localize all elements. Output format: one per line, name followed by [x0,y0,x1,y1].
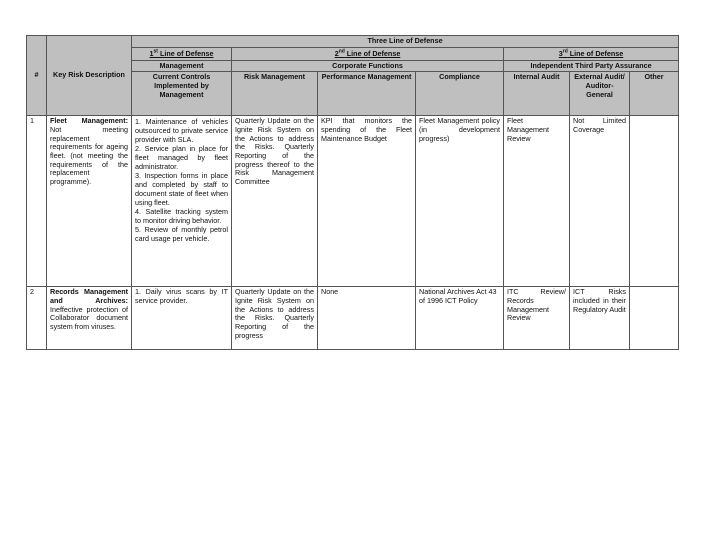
col-header-internal-audit: Internal Audit [504,72,570,116]
control-item: 1. Daily virus scans by IT service provider. [135,287,228,305]
col-header-key-risk: Key Risk Description [47,36,132,116]
row-number: 1 [27,116,47,287]
super-header-three-lines: Three Line of Defense [132,36,679,48]
table-row [27,287,679,350]
key-risk-cell [47,116,132,287]
risk-management-cell: Quarterly Update on the Ignite Risk System on the Actions to address the Risks. Quarterly Reporting of the progress thereof to the Risk Management Committee [232,116,318,287]
col-header-other: Other [630,72,679,116]
key-risk-cell [47,287,132,350]
col-header-current-controls: Current Controls Implemented by Management [132,72,232,116]
line2-header: 2nd Line of Defense [232,47,504,60]
risk-description: Not meeting replacement requirements for ageing fleet. (not meeting the requirements of the replacement programme). [50,124,128,186]
compliance-cell: National Archives Act 43 of 1996 ICT Policy [416,287,504,350]
three-lines-of-defense-table [26,35,679,350]
risk-title: Records Management and Archives: [50,287,128,305]
col-header-external-audit: External Audit/ Auditor-General [570,72,630,116]
row-number: 2 [27,287,47,350]
control-item: 2. Service plan in place for fleet managed by fleet administrator. [135,144,228,172]
external-audit-cell: ICT Risks included in their Regulatory Audit [570,287,630,350]
other-cell [630,287,679,350]
performance-management-cell: None [318,287,416,350]
line1-header: 1st Line of Defense [132,47,232,60]
controls-cell [132,287,232,350]
external-audit-cell: Not Limited Coverage [570,116,630,287]
risk-management-cell: Quarterly Update on the Ignite Risk System on the Actions to address the Risks. Quarterly Reporting of the progress [232,287,318,350]
compliance-cell: Fleet Management policy (in development progress) [416,116,504,287]
line2-area: Corporate Functions [232,60,504,72]
control-item: 5. Review of monthly petrol card usage per vehicle. [135,225,228,244]
control-item: 4. Satellite tracking system to monitor driving behavior. [135,207,228,226]
line3-area: Independent Third Party Assurance [504,60,679,72]
performance-management-cell: KPI that monitors the spending of the Fleet Maintenance Budget [318,116,416,287]
col-header-performance-management: Performance Management [318,72,416,116]
line3-header: 3rd Line of Defense [504,47,679,60]
internal-audit-cell: ITC Review/ Records Management Review [504,287,570,350]
line1-area: Management [132,60,232,72]
control-item: 3. Inspection forms in place and completed by staff to document state of fleet when using fleet. [135,171,228,208]
other-cell [630,116,679,287]
risk-description: Ineffective protection of Collaborator document system from viruses. [50,304,128,331]
col-header-risk-management: Risk Management [232,72,318,116]
internal-audit-cell: Fleet Management Review [504,116,570,287]
risk-title: Fleet Management: [50,116,128,126]
header-row-title [27,36,679,48]
col-header-compliance: Compliance [416,72,504,116]
control-item: 1. Maintenance of vehicles outsourced to private service provider with SLA. [135,117,228,145]
controls-cell [132,116,232,287]
table-row [27,116,679,287]
col-header-number: # [27,36,47,116]
